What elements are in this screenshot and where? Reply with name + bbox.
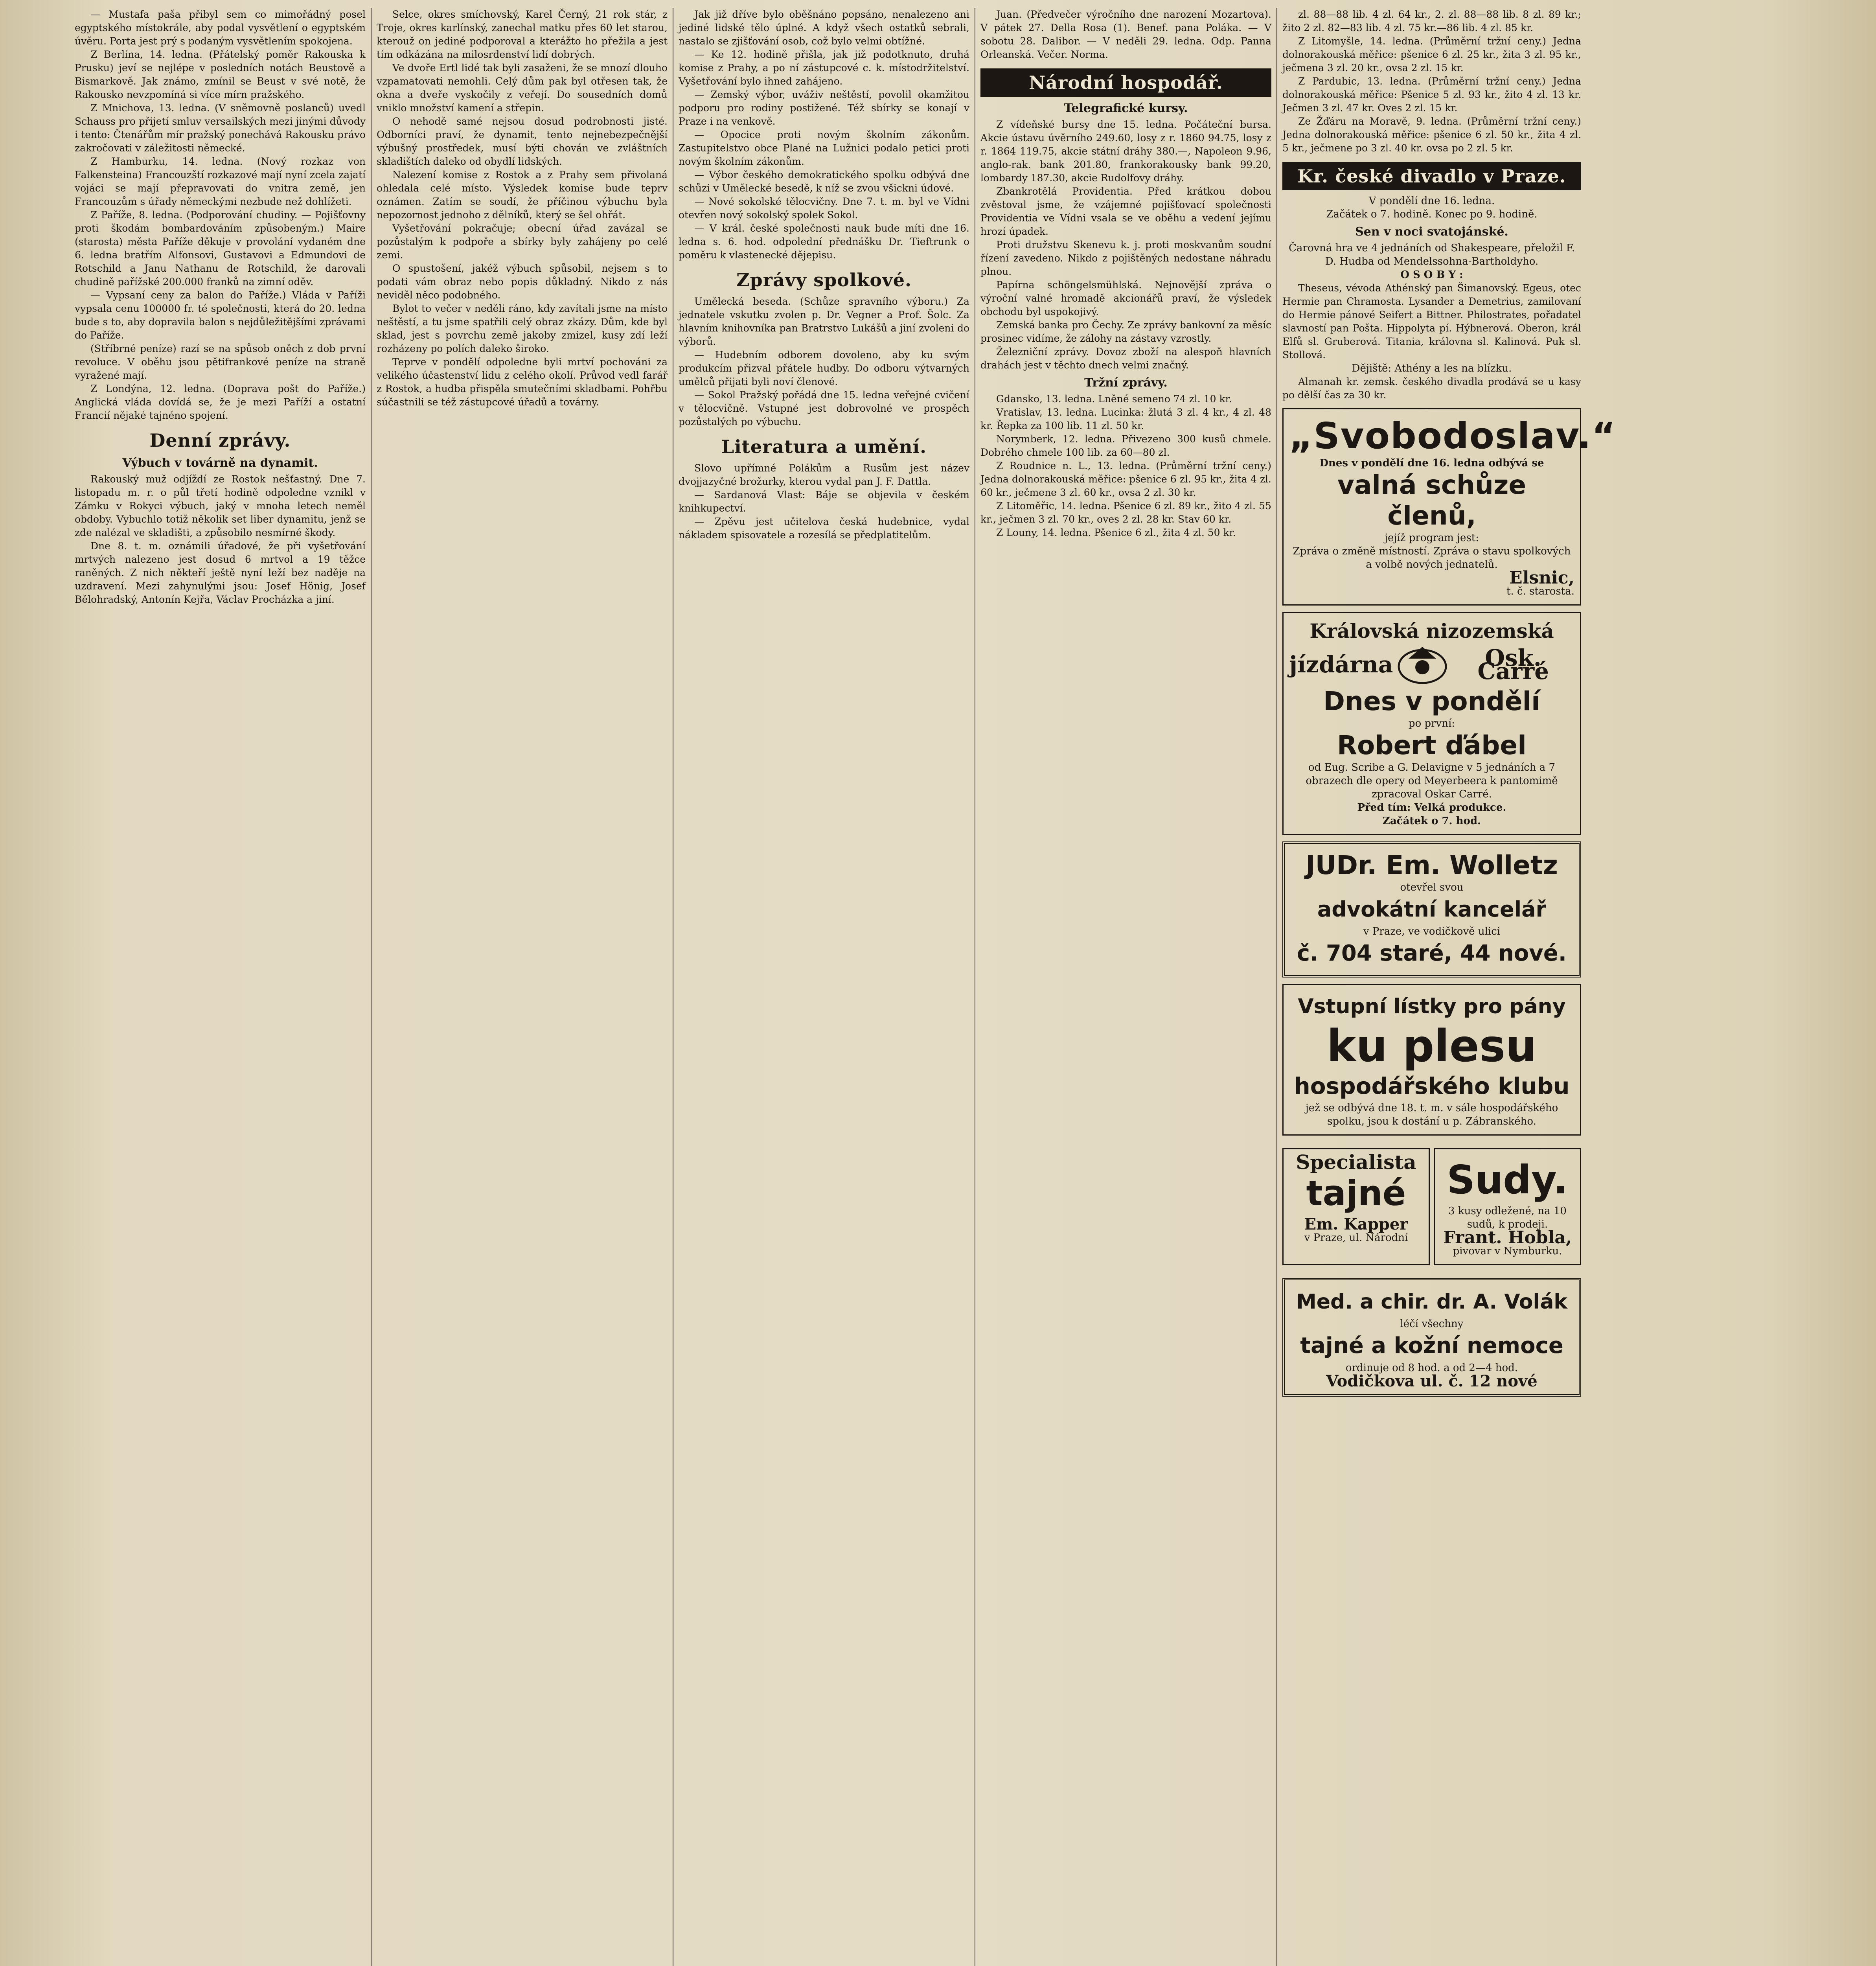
sudy-text: 3 kusy odležené, na 10 sudů, k prodeji. xyxy=(1448,1205,1567,1230)
article-text: Z Litomyšle, 14. ledna. (Průměrní tržní ceny.) Jedna dolnorakouská měřice: pšenice 6 zl. 25 kr., žita 3 zl. 95 kr., ječmena 3 zl. 20 kr., ovsa 2 zl. 15 kr. xyxy=(1282,35,1581,74)
theatre-footer: Dějiště: Athény a les na blízku. xyxy=(1352,363,1512,374)
ad-lawyer xyxy=(1282,841,1581,977)
lawyer-name: JUDr. Em. Wolletz xyxy=(1306,850,1558,880)
column-4 xyxy=(980,8,1271,1966)
section-heading-zpravy-spolkove: Zprávy spolkové. xyxy=(736,269,912,291)
svobodoslav-name: „Svobodoslav.“ xyxy=(1289,415,1617,457)
circus-start: Začátek o 7. hod. xyxy=(1382,815,1481,827)
almanac-notice: Almanah kr. zemsk. českého divadla prodává se u kasy po dělší čas za 30 kr. xyxy=(1282,376,1581,401)
article-text: Jak již dříve bylo oběšnáno popsáno, nenalezeno ani jediné lidské tělo úplné. A když všech ostatků sebrali, nastalo se zjišťování osob, což bylo velmi obtížné. xyxy=(679,9,969,47)
article-text: Nalezení komise z Rostok a z Prahy sem přivolaná ohledala celé místo. Výsledek komise bude teprv oznámen. Zatím se soudí, že příčinou výbuchu byla nepozornost jednoho z dělníků, který se šel ohřát. xyxy=(377,169,668,221)
tickets-line2: ku plesu xyxy=(1326,1021,1537,1072)
circus-main: Robert ďábel xyxy=(1337,730,1527,760)
article-text: — Zpěvu jest učitelova česká hudebnice, vydal nákladem spisovatele a rozesílá se předplatitelům. xyxy=(679,516,969,541)
tickets-text: jež se odbývá dne 18. t. m. v sále hospodářského spolku, jsou k dostání u p. Zábranského. xyxy=(1305,1102,1558,1127)
circus-before: Před tím: Velká produkce. xyxy=(1357,802,1506,814)
doctor-specialty: tajné a kožní nemoce xyxy=(1300,1333,1563,1359)
article-text: Z Roudnice n. L., 13. ledna. (Průměrní tržní ceny.) Jedna dolnorakouská měřice: pšenice 6 zl. 95 kr., žita 4 zl. 60 kr., ječmene 3 zl. 60 kr., ovsa 2 zl. 30 kr. xyxy=(980,460,1271,498)
section-heading-divadlo: Kr. české divadlo v Praze. xyxy=(1282,162,1581,190)
ad-doctor xyxy=(1282,1278,1581,1397)
article-heading-vybuch: Výbuch v továrně na dynamit. xyxy=(122,456,318,470)
svobodoslav-meeting: valná schůze členů, xyxy=(1337,470,1527,531)
ad-sudy xyxy=(1434,1148,1581,1265)
article-text: Rakouský muž odjíždí ze Rostok nešťastný. Dne 7. listopadu m. r. o půl třetí hodině odpoledne vznikl v Zámku v Rokyci výbuch, jaký v mnoha letech neměl obdoby. Vybuchlo totiž několik set liber dynamitu, jenž se zde nalézal ve skladišti, a způsobilo nesmírné škody. xyxy=(75,473,366,538)
specialist-doctor: Em. Kapper xyxy=(1304,1215,1408,1233)
svobodoslav-signature: Elsnic, xyxy=(1509,568,1574,588)
article-text: Umělecká beseda. (Schůze spravního výboru.) Za jednatele vskutku zvolen p. Dr. Vegner a Prof. Šolc. Za hlavním knihovníka pan Bratrstvo Lukášů a jiní zvoleni do výborů. xyxy=(679,296,969,347)
svobodoslav-sign-role: t. č. starosta. xyxy=(1506,585,1574,597)
article-text: Z Hamburku, 14. ledna. (Nový rozkaz von Falkensteina) Francouzští rozkazové mají nyní zcela zajatí vojáci se mají přepravovati do vnitra země, jen Francouzům s úřady německými nezbude než dohlížeti. xyxy=(75,156,366,207)
doctor-hours: ordinuje od 8 hod. a od 2—4 hod. xyxy=(1345,1362,1518,1374)
article-text: Z Mnichova, 13. ledna. (V sněmovně poslanců) uvedl Schauss pro přijetí smluv versailských mezi jinými důvody i tento: Čtenářům mír pražský ponechává Rakousku právo zakročovati v záležitosti německé. xyxy=(75,102,366,154)
article-text: Papírna schöngelsmühlská. Nejnovější zpráva o výroční valné hromadě akcionářů praví, že výsledek obchodu byl uspokojivý. xyxy=(980,279,1271,317)
ad-svobodoslav xyxy=(1282,408,1617,606)
svobodoslav-date: Dnes v pondělí dne 16. ledna odbývá se xyxy=(1319,457,1544,469)
article-text: — Sokol Pražský pořádá dne 15. ledna veřejné cvičení v tělocvičně. Vstupné jest dobrovolné ve prospěch pozůstalých po výbuchu. xyxy=(679,389,969,427)
article-text: Z Berlína, 14. ledna. (Přátelský poměr Rakouska k Prusku) jeví se nejlépe v posledních notách Beustově a Bismarkově. Jak známo, zmínil se Beust v své notě, že Rakousko nevzpomíná si více mírn pražského. xyxy=(75,49,366,100)
article-text: Z vídeňské bursy dne 15. ledna. Počáteční bursa. Akcie ústavu úvěrního 249.60, losy z r. 1860 94.75, losy z r. 1864 119.75, akcie státní dráhy 380.—, Napoleon 9.96, anglo-rak. bank 201.80, frankorakousky bank 99.20, lombardy 187.30, akcie Rudolfovy dráhy. xyxy=(980,119,1271,184)
article-text: Gdansko, 13. ledna. Lněné semeno 74 zl. 10 kr. xyxy=(996,393,1232,405)
article-text: Z Litoměřic, 14. ledna. Pšenice 6 zl. 89 kr., žito 4 zl. 55 kr., ječmen 3 zl. 70 kr., oves 2 zl. 28 kr. Stav 60 kr. xyxy=(980,500,1271,525)
column-2 xyxy=(377,8,668,1966)
article-text: (Stříbrné peníze) razí se na spůsob oněch z dob první revoluce. V oběhu jsou pětifrankové peníze na straně vyražené mají. xyxy=(75,343,366,381)
article-text: — Zemský výbor, uváživ neštěstí, povolil okamžitou podporu pro rodiny postižené. Též sbírky se konají v Praze i na venkově. xyxy=(679,89,969,127)
column-5-ads xyxy=(1282,8,1617,1966)
article-text: Juan. (Předvečer výročního dne narození Mozartova). V pátek 27. Della Rosa (1). Benef. pana Poláka. — V sobotu 28. Dalibor. — V neděli 29. ledna. Odp. Panna Orleanská. Večer. Norma. xyxy=(980,9,1271,60)
tickets-line1: Vstupní lístky pro pány xyxy=(1298,995,1566,1018)
specialist-city: v Praze, ul. Národní xyxy=(1304,1232,1408,1244)
circus-line-left: jízdárna xyxy=(1289,651,1393,678)
article-text: zl. 88—88 lib. 4 zl. 64 kr., 2. zl. 88—88 lib. 8 zl. 89 kr.; žito 2 zl. 82—83 lib. 4 zl. 75 kr.—86 lib. 4 zl. 85 kr. xyxy=(1282,9,1581,33)
article-text: Zbankrotělá Providentia. Před krátkou dobou zvěstoval jsme, že vzájemné pojišťovací společnosti Providentia ve Vídni vsala se ve oběhu a vedení jejímu hrozí úpadek. xyxy=(980,186,1271,237)
article-heading-trzni: Tržní zprávy. xyxy=(1084,376,1168,390)
column-3 xyxy=(679,8,969,1966)
article-text: O spustošení, jakéž výbuch spůsobil, nejsem s to podati vám obraz nebo popis důkladný. Nikdo z nás neviděl něco podobného. xyxy=(377,263,668,301)
theatre-start: Začátek o 7. hodině. Konec po 9. hodině. xyxy=(1326,208,1538,220)
svobodoslav-program: Zpráva o změně místností. Zpráva o stavu spolkových a volbě nových jednatelů. xyxy=(1293,545,1571,571)
article-text: Bylot to večer v neděli ráno, kdy zavítali jsme na místo neštěstí, a tu jsme spatřili celý obraz zkázy. Dům, kde byl sklad, jest s povrchu země jakoby zmizel, kusy zdí leží rozházeny po polích daleko široko. xyxy=(377,303,668,354)
section-heading-literatura: Literatura a umění. xyxy=(721,436,927,457)
doctor-name: Med. a chir. dr. A. Volák xyxy=(1296,1290,1568,1314)
article-text: Vyšetřování pokračuje; obecní úřad zavázal se pozůstalým k podpoře a sbírky byly zahájeny po celé zemi. xyxy=(377,223,668,261)
circus-details: od Eug. Scribe a G. Delavigne v 5 jednáních a 7 obrazech dle opery od Meyerbeera k pantomimě zpracoval Oskar Carré. xyxy=(1306,762,1558,800)
royal-crest-icon xyxy=(1393,643,1452,686)
article-text: Z Pardubic, 13. ledna. (Průměrní tržní ceny.) Jedna dolnorakouská měřice: Pšenice 5 zl. 93 kr., žito 4 zl. 13 kr. Ječmen 3 zl. 47 kr. Oves 2 zl. 15 kr. xyxy=(1282,75,1581,114)
ad-circus xyxy=(1282,612,1581,835)
article-text: Ze Žďáru na Moravě, 9. ledna. (Průměrní tržní ceny.) Jedna dolnorakouská měřice: pšenice 6 zl. 50 kr., žita 4 zl. 5 kr., ječmene po 3 zl. 40 kr. ovsa po 2 zl. 5 kr. xyxy=(1282,116,1581,154)
lawyer-office: advokátní kancelář xyxy=(1317,897,1547,922)
sudy-title: Sudy. xyxy=(1447,1157,1568,1203)
sudy-place: pivovar v Nymburku. xyxy=(1453,1245,1562,1257)
lawyer-address: č. 704 staré, 44 nové. xyxy=(1297,941,1567,966)
article-text: — Sardanová Vlast: Báje se objevila v českém knihkupectví. xyxy=(679,489,969,514)
article-text: — Vypsaní ceny za balon do Paříže.) Vláda v Paříži vypsala cenu 100000 fr. té společnosti, která do 20. ledna bude s to, aby dopravila balon s nejdůležitějšími zprávami do Paříže. xyxy=(75,289,366,341)
doctor-address: Vodičkova ul. č. 12 nové xyxy=(1326,1372,1538,1390)
theatre-title: Sen v noci svatojánské. xyxy=(1355,225,1508,239)
article-text: Proti družstvu Skenevu k. j. proti moskvanům soudní řízení zavedeno. Nikdo z pojištěných nedostane náhradu plnou. xyxy=(980,239,1271,277)
article-text: O nehodě samé nejsou dosud podrobnosti jisté. Odborníci praví, že dynamit, tento nejnebezpečnější výbušný prostředek, musí býti chován ve zvláštních skladištích daleko od obydlí lidských. xyxy=(377,116,668,167)
article-text: Železniční zprávy. Dovoz zboží na alespoň hlavních drahách jest v těchto dnech velmi značný. xyxy=(980,346,1271,371)
article-text: — Mustafa paša přibyl sem co mimořádný posel egyptského místokrále, aby podal vysvětlení o egyptském úvěru. Porta jest prý s podaným vysvětlením spokojena. xyxy=(75,9,366,47)
theatre-persons: Theseus, vévoda Athénský pan Šimanovský. Egeus, otec Hermie pan Chramosta. Lysander a Demetrius, zamilovaní do Hermie pánové Seifert a Bittner. Philostrates, pořadatel slavností pan Pošta. Hippolyta pí. Hýbnerová. Oberon, král Elfů sl. Gruberová. Titania, královna sl. Kalinová. Puk sl. Stollová. xyxy=(1282,282,1581,361)
article-heading-kursy: Telegrafické kursy. xyxy=(1064,101,1188,115)
article-text: — V král. české společnosti nauk bude míti dne 16. ledna s. 6. hod. odpolední přednášku Dr. Tieftrunk o poměru k vlastenecké dějepisu. xyxy=(679,223,969,261)
circus-line-right: Osk. Carré xyxy=(1477,644,1549,685)
article-text: — Nové sokolské tělocvičny. Dne 7. t. m. byl ve Vídni otevřen nový sokolský spolek Sokol. xyxy=(679,196,969,221)
column-rule xyxy=(1276,8,1277,1966)
article-text: Norymberk, 12. ledna. Přivezeno 300 kusů chmele. Dobrého chmele 100 lib. za 60—80 zl. xyxy=(980,433,1271,458)
sudy-name: Frant. Hobla, xyxy=(1443,1228,1572,1248)
lawyer-line1: otevřel svou xyxy=(1400,882,1464,893)
column-rule xyxy=(371,8,372,1966)
article-text: — Ke 12. hodině přišla, jak již podotknuto, druhá komise z Prahy, a po ní zástupcové c. k. místodržitelství. Vyšetřování bylo ihned zahájeno. xyxy=(679,49,969,87)
article-text: Teprve v pondělí odpoledne byli mrtví pochováni za velikého účastenství lidu z celého okolí. Průvod vedl farář z Rostok, a hudba přispěla smutečními skladbami. Pohřbu súčastnili se též zástupcové úřadů a továrny. xyxy=(377,356,668,408)
specialist-topic: tajné xyxy=(1306,1173,1406,1213)
article-text: Vratislav, 13. ledna. Lucinka: žlutá 3 zl. 4 kr., 4 zl. 48 kr. Řepka za 100 lib. 11 zl. 50 kr. xyxy=(980,407,1271,431)
ad-ball-tickets xyxy=(1282,984,1581,1136)
theatre-date: V pondělí dne 16. ledna. xyxy=(1368,195,1495,207)
svobodoslav-program-label: jejíž program jest: xyxy=(1384,532,1479,544)
article-text: Zemská banka pro Čechy. Ze zprávy bankovní za měsíc prosinec vidíme, že zálohy na zástavy vzrostly. xyxy=(980,319,1271,344)
ad-specialist xyxy=(1282,1148,1430,1265)
article-text: Z Paříže, 8. ledna. (Podporování chudiny. — Pojišťovny proti škodám bombardováním způsobeným.) Maire (starosta) města Paříže děkuje v provolání vydaném dne 6. ledna bratřím Alfonsovi, Gustavovi a Edmundovi de Rotschild a Janu Nathanu de Rotschild, že darovali chudině pařížské 200.000 franků na zimní oděv. xyxy=(75,209,366,287)
tickets-line3: hospodářského klubu xyxy=(1294,1073,1570,1099)
column-1 xyxy=(75,8,366,1966)
article-text: Dne 8. t. m. oznámili úřadové, že při vyšetřování mrtvých nalezeno jest dosud 6 mrtvol a 19 těžce raněných. Z nich někteří ještě nyní leží bez naděje na uzdravení. Mezi zahynulými jsou: Josef Hönig, Josef Bělohradský, Antonín Kejřa, Václav Procházka a jiní. xyxy=(75,540,366,605)
specialist-title: Specialista xyxy=(1296,1151,1416,1174)
theatre-subtitle: Čarovná hra ve 4 jednáních od Shakespeare, přeložil F. D. Hudba od Mendelssohna-Bartholdyho. xyxy=(1289,242,1575,267)
lawyer-street: v Praze, ve vodičkově ulici xyxy=(1363,926,1501,937)
article-text: Z Louny, 14. ledna. Pšenice 6 zl., žita 4 zl. 50 kr. xyxy=(996,527,1236,538)
section-heading-denni-zpravy: Denní zprávy. xyxy=(149,430,291,451)
theatre-persons-heading: O S O B Y : xyxy=(1400,269,1463,281)
circus-intro: po první: xyxy=(1408,718,1455,729)
section-heading-narodni-hospodar: Národní hospodář. xyxy=(980,68,1271,97)
circus-today: Dnes v pondělí xyxy=(1323,686,1540,716)
article-text: Slovo upřímné Polákům a Rusům jest název dvojjazyčné brožurky, kterou vydal pan J. F. Dattla. xyxy=(679,462,969,487)
circus-title: Královská nizozemská xyxy=(1310,619,1554,642)
article-text: Ve dvoře Ertl lidé tak byli zasaženi, že se mnozí dlouho vzpamatovati nemohli. Celý dům pak byl otřesen tak, že okna a dveře vyskočily z veřejí. Do sousedních domů vniklo množství kamení a střepin. xyxy=(377,62,668,114)
article-text: — Výbor českého demokratického spolku odbývá dne schůzi v Umělecké besedě, k níž se zvou všickni údové. xyxy=(679,169,969,194)
article-text: — Opocice proti novým školním zákonům. Zastupitelstvo obce Plané na Lužnici podalo petici proti novým školním zákonům. xyxy=(679,129,969,167)
article-text: Selce, okres smíchovský, Karel Černý, 21 rok stár, z Troje, okres karlínský, zanechal matku přes 60 let starou, kterouž on jediné podporoval a kterážto ho přežila a jest tím odkázána na milosrdenství lidí dobrých. xyxy=(377,9,668,60)
doctor-line2: léčí všechny xyxy=(1400,1318,1464,1330)
article-text: Z Londýna, 12. ledna. (Doprava pošt do Paříže.) Anglická vláda dovídá se, že je mezi Paříží a ostatní Francií nějaké tajnéno spojení. xyxy=(75,383,366,421)
article-text: — Hudebním odborem dovoleno, aby ku svým produkcím přizval přátele hudby. Do odboru výtvarných umělců přijati byli noví členové. xyxy=(679,349,969,387)
